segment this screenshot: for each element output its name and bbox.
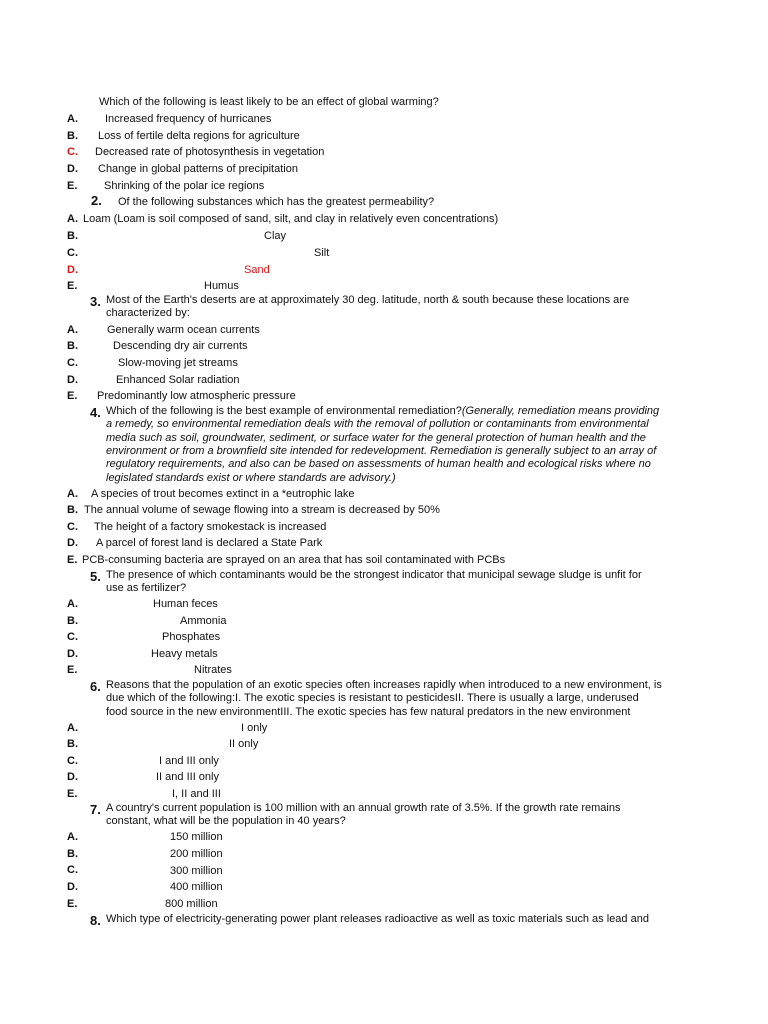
q3-option-e-text: Predominantly low atmospheric pressure (97, 390, 296, 402)
q7-text-line2: constant, what will be the population in 40 years? (106, 815, 346, 827)
q5-option-b-text: Ammonia (180, 615, 227, 627)
q1-text: Which of the following is least likely to be an effect of global warming? (99, 96, 439, 108)
q7-option-d-label: D. (67, 881, 78, 893)
q5-text-line1: The presence of which contaminants would be the strongest indicator that municipal sewage sludge is unfit for (106, 569, 642, 581)
q5-option-a-label: A. (67, 598, 78, 610)
q6-option-c-label: C. (67, 755, 78, 767)
q3-option-c-text: Slow-moving jet streams (118, 357, 238, 369)
q7-text-line1: A country's current population is 100 million with an annual growth rate of 3.5%. If the growth rate remains (106, 802, 621, 814)
q2-option-c-label: C. (67, 247, 78, 259)
q2-option-d-text: Sand (244, 264, 270, 276)
q7-option-a-text: 150 million (170, 831, 223, 843)
q6-option-a-label: A. (67, 722, 78, 734)
q6-option-a-text: I only (241, 722, 268, 734)
q6-option-d-label: D. (67, 771, 78, 783)
q3-option-b-label: B. (67, 340, 78, 352)
q2-option-c-text: Silt (314, 247, 330, 259)
q4-note-line3: media such as soil, groundwater, sediment, or surface water for the general protection of human health and the (106, 432, 646, 444)
q6-text-line2: due which of the following:I. The exotic species is resistant to pesticidesII. There is usually a large, underused (106, 692, 639, 704)
q3-option-e-label: E. (67, 390, 78, 402)
q1-option-d-text: Change in global patterns of precipitation (98, 163, 298, 175)
q4-option-e-text: PCB-consuming bacteria are sprayed on an area that has soil contaminated with PCBs (82, 554, 506, 566)
q5-number: 5. (90, 569, 101, 584)
q4-number: 4. (90, 405, 101, 420)
q4-option-d-text: A parcel of forest land is declared a State Park (96, 537, 323, 549)
q4-option-b-label: B. (67, 504, 78, 516)
q5-option-d-label: D. (67, 648, 78, 660)
q5-option-d-text: Heavy metals (151, 648, 218, 660)
q3-text-line2: characterized by: (106, 307, 190, 319)
q4-option-c-label: C. (67, 521, 78, 533)
q6-option-b-label: B. (67, 738, 78, 750)
q4-option-a-text: A species of trout becomes extinct in a *eutrophic lake (91, 488, 355, 500)
q6-text-line1: Reasons that the population of an exotic species often increases rapidly when introduced to a new environment, is (106, 679, 662, 691)
q4-note-line5: regulatory requirements, and also can be based on assessments of human health and ecological risks where no (106, 458, 651, 470)
q5-option-c-text: Phosphates (162, 631, 221, 643)
q4-option-a-label: A. (67, 488, 78, 500)
q2-option-b-text: Clay (264, 230, 287, 242)
q3-option-d-label: D. (67, 374, 78, 386)
q6-number: 6. (90, 679, 101, 694)
q2-option-d-label: D. (67, 264, 78, 276)
q6-option-d-text: II and III only (156, 771, 219, 783)
q7-option-c-text: 300 million (170, 865, 223, 877)
q3-number: 3. (90, 294, 101, 309)
q1-option-e-label: E. (67, 180, 78, 192)
q6-option-c-text: I and III only (159, 755, 219, 767)
q8-text: Which type of electricity-generating power plant releases radioactive as well as toxic materials such as lead and (106, 913, 649, 925)
q7-option-a-label: A. (67, 831, 78, 843)
q4-note-line1: (Generally, remediation means providing (461, 405, 660, 417)
q4-option-e-label: E. (67, 554, 78, 566)
q4-note-line6: legislated standards exist or where standards are advisory.) (106, 472, 396, 484)
q1-option-e-text: Shrinking of the polar ice regions (104, 180, 265, 192)
q2-number: 2. (91, 193, 102, 208)
q2-text: Of the following substances which has the greatest permeability? (118, 196, 435, 208)
q2-option-b-label: B. (67, 230, 78, 242)
q6-option-b-text: II only (229, 738, 259, 750)
q5-option-a-text: Human feces (153, 598, 218, 610)
q6-text-line3: food source in the new environmentIII. The exotic species has few natural predators in the new environment (106, 706, 631, 718)
q4-note-line2: a remedy, so environmental remediation deals with the removal of pollution or contaminants from environmental (106, 418, 649, 430)
q2-option-a-text: Loam (Loam is soil composed of sand, silt, and clay in relatively even concentrations) (83, 213, 499, 225)
q7-option-c-label: C. (67, 864, 78, 876)
q3-option-c-label: C. (67, 357, 78, 369)
q7-option-b-label: B. (67, 848, 78, 860)
q3-option-b-text: Descending dry air currents (113, 340, 248, 352)
q4-text (106, 405, 659, 418)
q3-option-d-text: Enhanced Solar radiation (116, 374, 240, 386)
q4-question: Which of the following is the best example of environmental remediation? (106, 405, 462, 417)
q4-option-d-label: D. (67, 537, 78, 549)
q1-option-b-label: B. (67, 130, 78, 142)
q1-option-c-text: Decreased rate of photosynthesis in vegetation (95, 146, 325, 158)
q8-number: 8. (90, 913, 101, 928)
q4-option-c-text: The height of a factory smokestack is increased (94, 521, 327, 533)
q3-option-a-label: A. (67, 324, 78, 336)
q1-option-c-label: C. (67, 146, 78, 158)
q6-option-e-label: E. (67, 788, 78, 800)
q5-option-e-text: Nitrates (194, 664, 232, 676)
q6-option-e-text: I, II and III (172, 788, 221, 800)
q5-option-b-label: B. (67, 615, 78, 627)
q5-option-c-label: C. (67, 631, 78, 643)
q2-option-e-text: Humus (204, 280, 239, 292)
q3-text-line1: Most of the Earth's deserts are at approximately 30 deg. latitude, north & south because these locations are (106, 294, 630, 306)
q4-option-b-text: The annual volume of sewage flowing into a stream is decreased by 50% (84, 504, 440, 516)
q5-option-e-label: E. (67, 664, 78, 676)
q1-option-d-label: D. (67, 163, 78, 175)
q2-option-e-label: E. (67, 280, 78, 292)
q7-number: 7. (90, 802, 101, 817)
q4-note-line4: environment or from a brownfield site intended for redevelopment. Remediation is generally subject to an array of (106, 445, 657, 457)
q2-option-a-label: A. (67, 213, 78, 225)
q1-option-a-text: Increased frequency of hurricanes (105, 113, 272, 125)
q5-text-line2: use as fertilizer? (106, 582, 187, 594)
q7-option-d-text: 400 million (170, 881, 223, 893)
q3-option-a-text: Generally warm ocean currents (107, 324, 260, 336)
q1-option-b-text: Loss of fertile delta regions for agriculture (98, 130, 300, 142)
q1-option-a-label: A. (67, 113, 78, 125)
q7-option-e-label: E. (67, 898, 78, 910)
q7-option-b-text: 200 million (170, 848, 223, 860)
q7-option-e-text: 800 million (165, 898, 218, 910)
